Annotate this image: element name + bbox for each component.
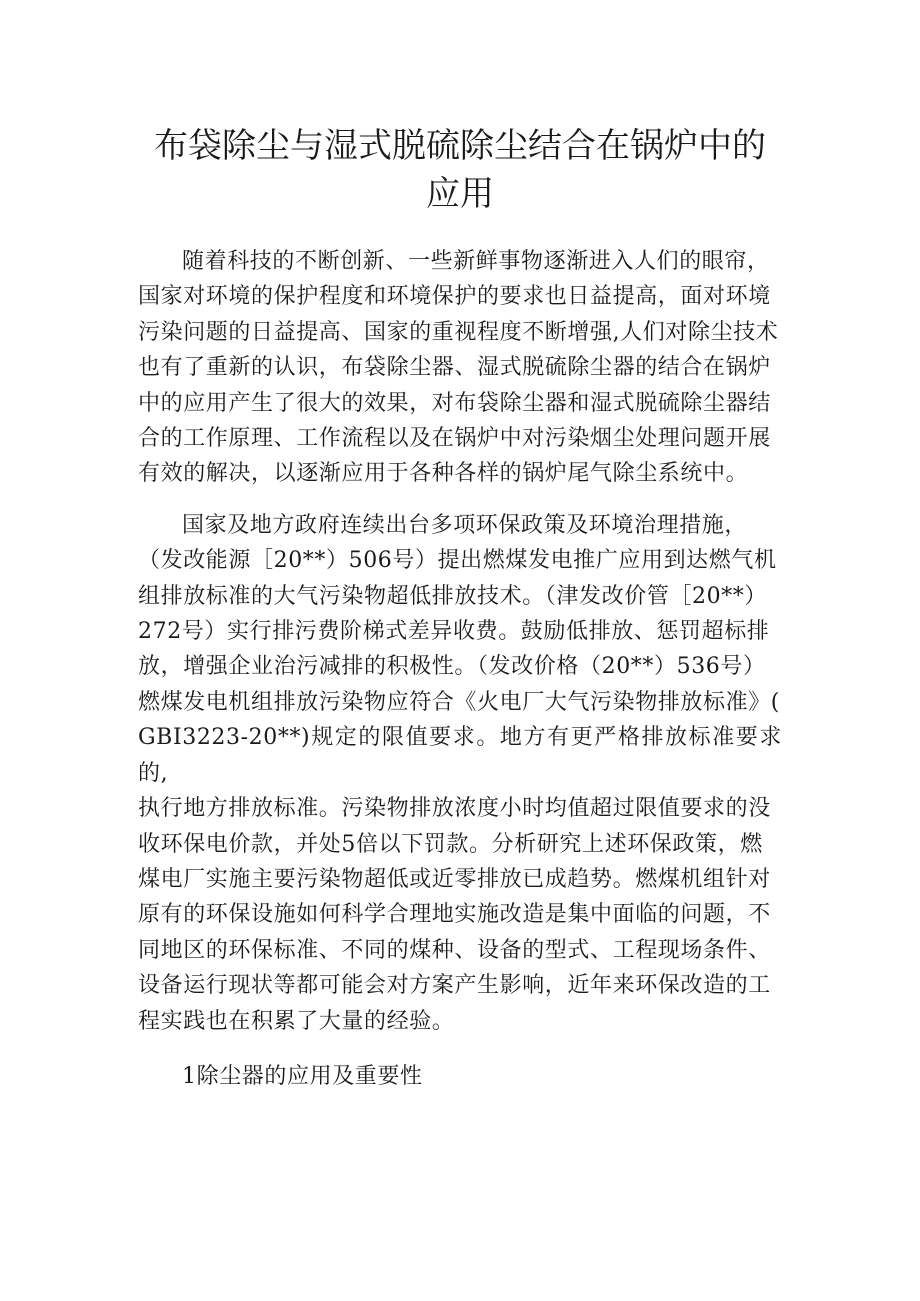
title-line-1: 布袋除尘与湿式脱硫除尘结合在锅炉中的: [154, 126, 766, 166]
paragraph-line: 国家及地方政府连续出台多项环保政策及环境治理措施，: [182, 512, 748, 538]
paragraph-line: GBI3223-20**)规定的限值要求。地方有更严格排放标准要求的,: [138, 725, 782, 786]
paragraph-line: 污染问题的日益提高、国家的重视程度不断增强,人们对除尘技术: [138, 319, 779, 345]
paragraph-intro: [138, 244, 782, 492]
paragraph-line: 设备运行现状等都可能会对方案产生影响，近年来环保改造的工: [138, 973, 771, 999]
paragraph-line: 随着科技的不断创新、一些新鲜事物逐渐进入人们的眼帘，: [182, 249, 770, 274]
paragraph-line: 煤电厂实施主要污染物超低或近零排放已成趋势。燃煤机组针对: [138, 866, 771, 892]
paragraph-line: 也有了重新的认识，布袋除尘器、湿式脱硫除尘器的结合在锅炉: [138, 355, 771, 381]
paragraph-line: 燃煤发电机组排放污染物应符合《火电厂大气污染物排放标准》(: [138, 689, 780, 715]
title-line-2: 应用: [426, 174, 494, 214]
paragraph-line: （发改能源［20**）506号）提出燃煤发电推广应用到达燃气机: [138, 548, 777, 574]
paragraph-policy: [138, 508, 782, 1039]
paragraph-line: 执行地方排放标准。污染物排放浓度小时均值超过限值要求的没: [138, 796, 771, 822]
paragraph-line: 合的工作原理、工作流程以及在锅炉中对污染烟尘处理问题开展: [138, 426, 771, 452]
paragraph-line: 组排放标准的大气污染物超低排放技术。（津发改价管［20**）: [138, 583, 767, 609]
paragraph-line: 程实践也在积累了大量的经验。: [138, 1008, 455, 1034]
paragraph-line: 272号）实行排污费阶梯式差异收费。鼓励低排放、惩罚超标排: [138, 619, 770, 645]
paragraph-line: 放，增强企业治污减排的积极性。（发改价格（20**）536号）: [138, 654, 766, 680]
paragraph-line: 有效的解决，以逐渐应用于各种各样的锅炉尾气除尘系统中。: [138, 461, 749, 487]
paragraph-line: 同地区的环保标准、不同的煤种、设备的型式、工程现场条件、: [138, 937, 771, 963]
paragraph-line: 中的应用产生了很大的效果，对布袋除尘器和湿式脱硫除尘器结: [138, 390, 771, 416]
paragraph-line: 收环保电价款，并处5倍以下罚款。分析研究上述环保政策，燃: [138, 831, 763, 857]
document-body: [138, 244, 782, 1095]
section-heading: 1除尘器的应用及重要性: [182, 1063, 423, 1089]
document-title: [138, 122, 782, 218]
paragraph-line: 原有的环保设施如何科学合理地实施改造是集中面临的问题，不: [138, 902, 771, 928]
paragraph-line: 国家对环境的保护程度和环境保护的要求也日益提高，面对环境: [138, 284, 771, 310]
